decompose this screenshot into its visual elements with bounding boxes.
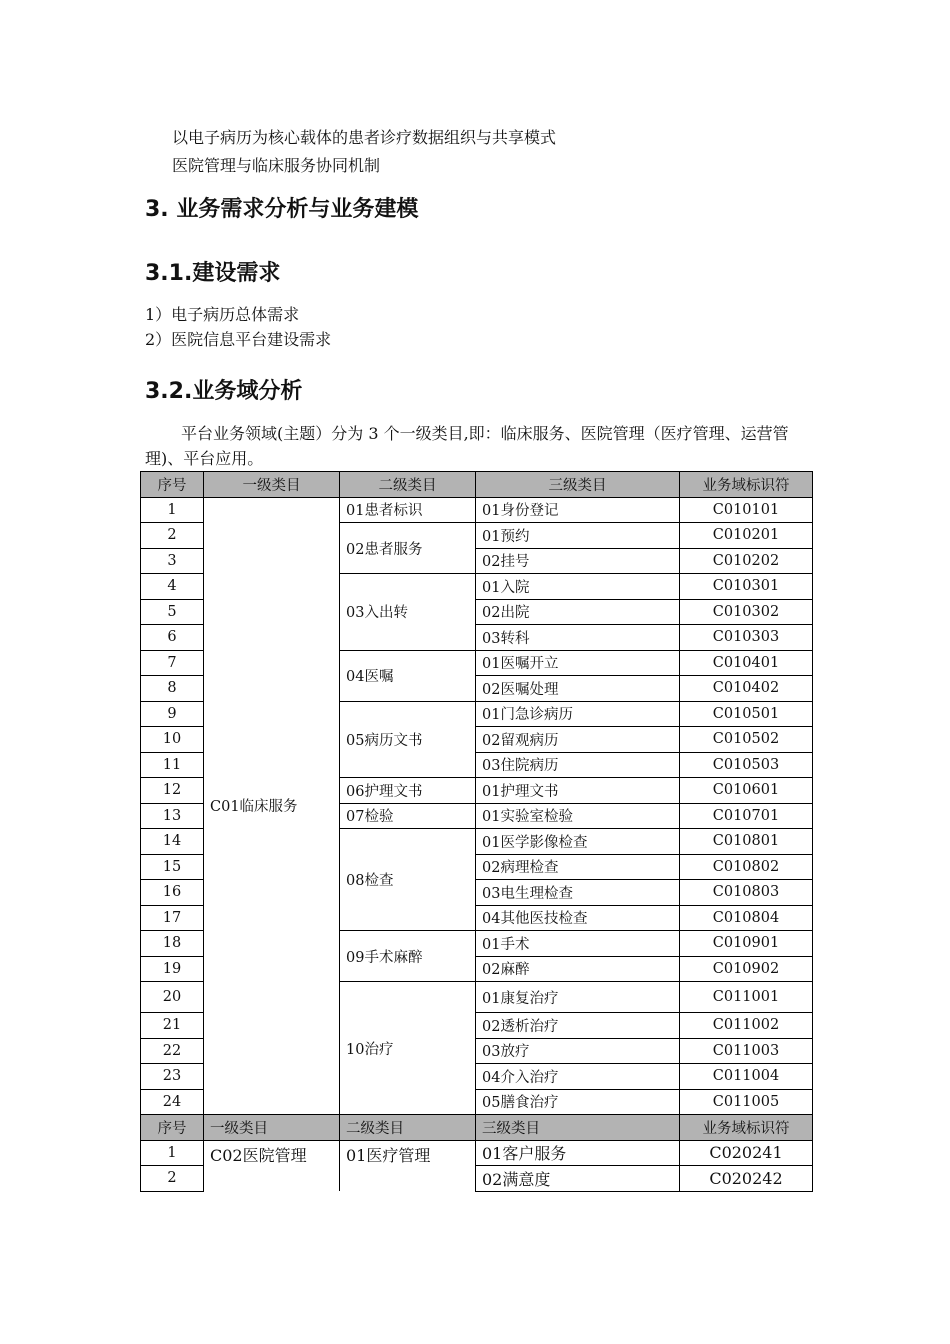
domain-id-cell: C010804 [680,905,813,931]
level3-cell: 01手术 [476,931,680,957]
header-cell: 业务域标识符 [680,1115,813,1141]
header-cell: 一级类目 [204,1115,340,1141]
level3-cell: 01护理文书 [476,778,680,804]
domain-id-cell: C010503 [680,752,813,778]
table-header-row [141,1115,813,1141]
header-cell: 序号 [141,472,204,498]
domain-id-cell: C011005 [680,1089,813,1115]
level2-cell: 04医嘱 [340,650,476,701]
row-number: 5 [141,599,204,625]
domain-id-cell: C010201 [680,523,813,549]
level3-cell: 01客户服务 [476,1140,680,1166]
level3-cell: 01医嘱开立 [476,650,680,676]
table-header-row [141,472,813,498]
domain-id-cell: C010801 [680,829,813,855]
level3-cell: 04介入治疗 [476,1064,680,1090]
level3-cell: 03住院病历 [476,752,680,778]
level1-cell: C02医院管理 [204,1140,340,1191]
row-number: 1 [141,497,204,523]
bullet-line: 以电子病历为核心载体的患者诊疗数据组织与共享模式 [172,128,557,147]
header-cell: 序号 [141,1115,204,1141]
domain-id-cell: C010101 [680,497,813,523]
row-number: 21 [141,1013,204,1039]
level2-cell: 06护理文书 [340,778,476,804]
row-number: 8 [141,676,204,702]
level3-cell: 02留观病历 [476,727,680,753]
level3-cell: 02病理检查 [476,854,680,880]
domain-id-cell: C010902 [680,956,813,982]
level2-cell: 03入出转 [340,574,476,651]
domain-id-cell: C011002 [680,1013,813,1039]
domain-id-cell: C010501 [680,701,813,727]
domain-id-cell: C010802 [680,854,813,880]
domain-id-cell: C010302 [680,599,813,625]
header-cell: 一级类目 [204,472,340,498]
domain-id-cell: C020241 [680,1140,813,1166]
level3-cell: 02医嘱处理 [476,676,680,702]
domain-id-cell: C010701 [680,803,813,829]
row-number: 23 [141,1064,204,1090]
level3-cell: 02满意度 [476,1166,680,1192]
domain-paragraph: 平台业务领域(主题）分为 3 个一级类目,即：临床服务、医院管理（医疗管理、运营管理)、平台应用。 [145,424,789,468]
business-domain-table [140,471,813,1192]
row-number: 17 [141,905,204,931]
subsection-heading-requirements: 3.1.建设需求 [145,261,281,286]
domain-id-cell: C011001 [680,982,813,1013]
bullet-lines [172,124,556,180]
level2-cell: 09手术麻醉 [340,931,476,982]
requirements-list [145,302,331,352]
domain-id-cell: C020242 [680,1166,813,1192]
level2-cell: 02患者服务 [340,523,476,574]
level3-cell: 03放疗 [476,1038,680,1064]
row-number: 13 [141,803,204,829]
level3-cell: 01医学影像检查 [476,829,680,855]
level3-cell: 03电生理检查 [476,880,680,906]
row-number: 16 [141,880,204,906]
level1-cell: C01临床服务 [204,497,340,1115]
header-cell: 三级类目 [476,472,680,498]
row-number: 22 [141,1038,204,1064]
level2-cell: 05病历文书 [340,701,476,778]
row-number: 20 [141,982,204,1013]
list-item: 1）电子病历总体需求 [145,305,300,324]
level3-cell: 02透析治疗 [476,1013,680,1039]
level3-cell: 05膳食治疗 [476,1089,680,1115]
header-cell: 三级类目 [476,1115,680,1141]
row-number: 11 [141,752,204,778]
row-number: 19 [141,956,204,982]
header-cell: 二级类目 [340,472,476,498]
row-number: 24 [141,1089,204,1115]
row-number: 6 [141,625,204,651]
level2-cell: 10治疗 [340,982,476,1115]
subsection-heading-domain: 3.2.业务域分析 [145,379,303,404]
level3-cell: 01预约 [476,523,680,549]
domain-id-cell: C010402 [680,676,813,702]
level3-cell: 01门急诊病历 [476,701,680,727]
table-row [141,497,813,523]
row-number: 4 [141,574,204,600]
row-number: 2 [141,523,204,549]
row-number: 18 [141,931,204,957]
level3-cell: 03转科 [476,625,680,651]
level3-cell: 02麻醉 [476,956,680,982]
bullet-line: 医院管理与临床服务协同机制 [172,156,381,175]
level3-cell: 01实验室检验 [476,803,680,829]
section-heading: 3. 业务需求分析与业务建模 [145,197,419,222]
domain-id-cell: C011003 [680,1038,813,1064]
row-number: 7 [141,650,204,676]
domain-id-cell: C010601 [680,778,813,804]
row-number: 1 [141,1140,204,1166]
domain-id-cell: C010202 [680,548,813,574]
header-cell: 业务域标识符 [680,472,813,498]
row-number: 3 [141,548,204,574]
level3-cell: 04其他医技检查 [476,905,680,931]
table-row [141,1140,813,1166]
domain-id-cell: C010803 [680,880,813,906]
row-number: 12 [141,778,204,804]
level3-cell: 02出院 [476,599,680,625]
domain-id-cell: C010301 [680,574,813,600]
row-number: 9 [141,701,204,727]
level3-cell: 01入院 [476,574,680,600]
row-number: 2 [141,1166,204,1192]
row-number: 14 [141,829,204,855]
level3-cell: 02挂号 [476,548,680,574]
row-number: 10 [141,727,204,753]
level2-cell: 01医疗管理 [340,1140,476,1191]
domain-id-cell: C010401 [680,650,813,676]
level2-cell: 07检验 [340,803,476,829]
row-number: 15 [141,854,204,880]
domain-id-cell: C010502 [680,727,813,753]
domain-id-cell: C010901 [680,931,813,957]
level3-cell: 01身份登记 [476,497,680,523]
domain-id-cell: C011004 [680,1064,813,1090]
header-cell: 二级类目 [340,1115,476,1141]
level3-cell: 01康复治疗 [476,982,680,1013]
level2-cell: 01患者标识 [340,497,476,523]
level2-cell: 08检查 [340,829,476,931]
list-item: 2）医院信息平台建设需求 [145,330,332,349]
domain-id-cell: C010303 [680,625,813,651]
